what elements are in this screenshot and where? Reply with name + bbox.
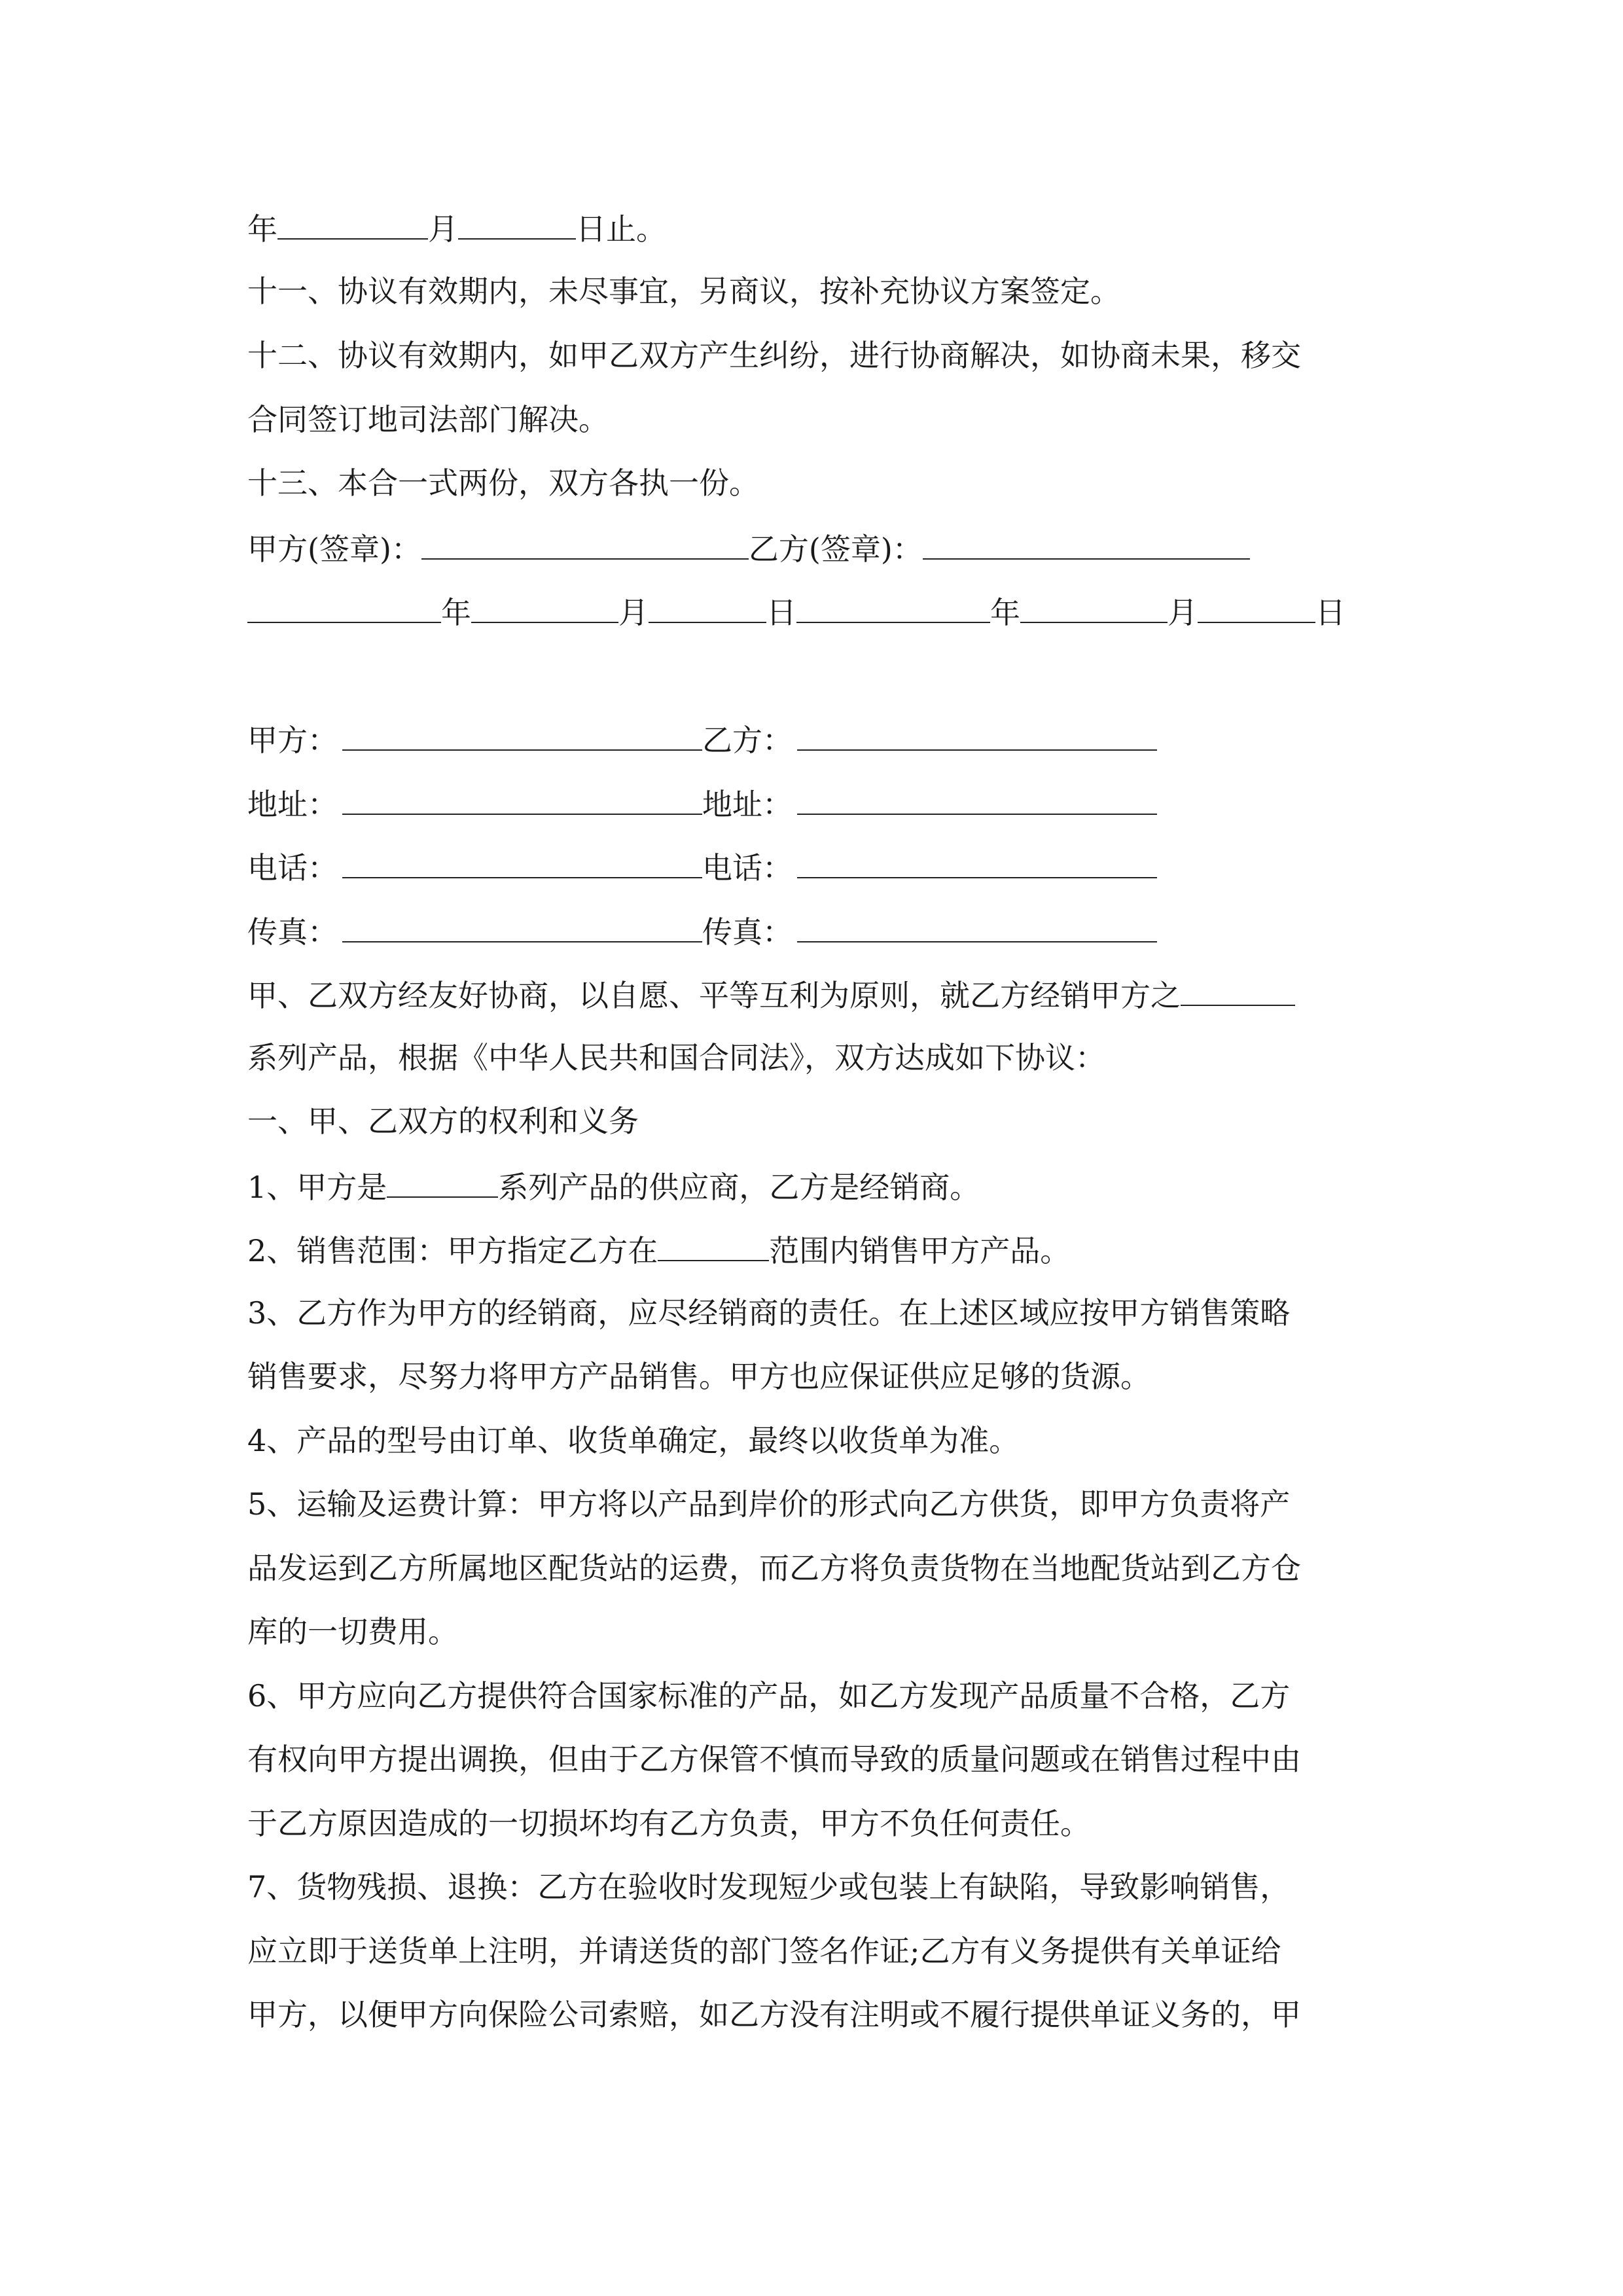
item6-line3: 于乙方原因造成的一切损坏均有乙方负责，甲方不负任何责任。 <box>247 1806 1090 1841</box>
party-b-month-label: 月 <box>1168 595 1198 630</box>
item3-line1: 3、乙方作为甲方的经销商，应尽经销商的责任。在上述区域应按甲方销售策略 <box>247 1295 1291 1331</box>
item4: 4、产品的型号由订单、收货单确定，最终以收货单为准。 <box>247 1423 1020 1458</box>
end-year-label: 年 <box>247 211 277 247</box>
end-date-line <box>247 208 666 248</box>
clause-13: 十三、本合一式两份，双方各执一份。 <box>247 465 759 501</box>
signature-line <box>247 528 1250 568</box>
item1 <box>247 1166 980 1206</box>
party-b-label: 乙方： <box>702 723 793 758</box>
phone-row <box>247 847 1157 887</box>
fax-b-label: 传真： <box>702 914 793 950</box>
party-b-day-label: 日 <box>1315 595 1346 630</box>
phone-b-label: 电话： <box>702 850 793 886</box>
section1-title: 一、甲、乙双方的权利和义务 <box>247 1103 639 1139</box>
item7-line1: 7、货物残损、退换：乙方在验收时发现短少或包装上有缺陷，导致影响销售， <box>247 1869 1291 1905</box>
item7-line2: 应立即于送货单上注明，并请送货的部门签名作证;乙方有义务提供有关单证给 <box>247 1933 1281 1969</box>
phone-b-blank <box>797 847 1157 878</box>
clause-11: 十一、协议有效期内，未尽事宜，另商议，按补充协议方案签定。 <box>247 274 1120 309</box>
party-a-month-blank <box>471 592 618 623</box>
phone-a-label: 电话： <box>247 850 338 886</box>
address-b-label: 地址： <box>702 787 793 822</box>
party-b-signature-blank <box>923 528 1250 560</box>
party-b-blank <box>797 719 1157 751</box>
clause-12-line1: 十二、协议有效期内，如甲乙双方产生纠纷，进行协商解决，如协商未果，移交 <box>247 338 1301 373</box>
item5-line2: 品发运到乙方所属地区配货站的运费，而乙方将负责货物在当地配货站到乙方仓 <box>247 1551 1301 1586</box>
end-month-label: 月 <box>428 211 458 247</box>
party-a-year-label: 年 <box>441 595 471 630</box>
clause-12-line2: 合同签订地司法部门解决。 <box>247 402 609 437</box>
end-month-blank <box>277 208 428 240</box>
intro-line1 <box>247 975 1295 1014</box>
item2 <box>247 1230 1070 1270</box>
party-b-year-label: 年 <box>990 595 1020 630</box>
address-b-blank <box>797 783 1157 815</box>
party-a-blank <box>342 719 702 751</box>
phone-a-blank <box>342 847 702 878</box>
item7-line3: 甲方，以便甲方向保险公司索赔，如乙方没有注明或不履行提供单证义务的，甲 <box>247 1997 1301 2032</box>
item1-blank <box>387 1166 498 1198</box>
party-b-day-blank <box>1198 592 1315 623</box>
product-series-blank <box>1181 975 1295 1006</box>
party-b-year-blank <box>796 592 990 623</box>
item2-prefix: 2、销售范围：甲方指定乙方在 <box>247 1233 658 1268</box>
item2-blank <box>658 1230 769 1261</box>
item5-line1: 5、运输及运费计算：甲方将以产品到岸价的形式向乙方供货，即甲方负责将产 <box>247 1486 1291 1522</box>
party-b-signature-label: 乙方(签章)： <box>748 531 923 567</box>
party-b-month-blank <box>1020 592 1168 623</box>
fax-a-blank <box>342 911 702 942</box>
item1-prefix: 1、甲方是 <box>247 1170 387 1205</box>
item3-line2: 销售要求，尽努力将甲方产品销售。甲方也应保证供应足够的货源。 <box>247 1359 1150 1394</box>
party-a-year-blank <box>247 592 441 623</box>
party-a-signature-blank <box>421 528 749 560</box>
end-day-label: 日止。 <box>576 211 666 247</box>
party-a-day-label: 日 <box>766 595 796 630</box>
item1-suffix: 系列产品的供应商，乙方是经销商。 <box>498 1170 980 1205</box>
intro-line2: 系列产品，根据《中华人民共和国合同法》，双方达成如下协议： <box>247 1040 1105 1075</box>
fax-row <box>247 911 1157 951</box>
party-a-label: 甲方： <box>247 723 338 758</box>
intro-line1-text: 甲、乙双方经友好协商，以自愿、平等互利为原则，就乙方经销甲方之 <box>247 978 1181 1013</box>
party-a-signature-label: 甲方(签章)： <box>247 531 421 567</box>
item6-line1: 6、甲方应向乙方提供符合国家标准的产品，如乙方发现产品质量不合格，乙方 <box>247 1678 1291 1713</box>
address-a-label: 地址： <box>247 787 338 822</box>
item6-line2: 有权向甲方提出调换，但由于乙方保管不慎而导致的质量问题或在销售过程中由 <box>247 1742 1301 1777</box>
party-a-day-blank <box>649 592 766 623</box>
party-info-row <box>247 719 1157 759</box>
fax-b-blank <box>797 911 1157 942</box>
end-day-blank <box>458 208 576 240</box>
address-row <box>247 783 1157 823</box>
party-a-month-label: 月 <box>618 595 649 630</box>
item2-suffix: 范围内销售甲方产品。 <box>769 1233 1071 1268</box>
signature-dates-line <box>247 592 1346 632</box>
fax-a-label: 传真： <box>247 914 338 950</box>
item5-line3: 库的一切费用。 <box>247 1614 458 1649</box>
address-a-blank <box>342 783 702 815</box>
